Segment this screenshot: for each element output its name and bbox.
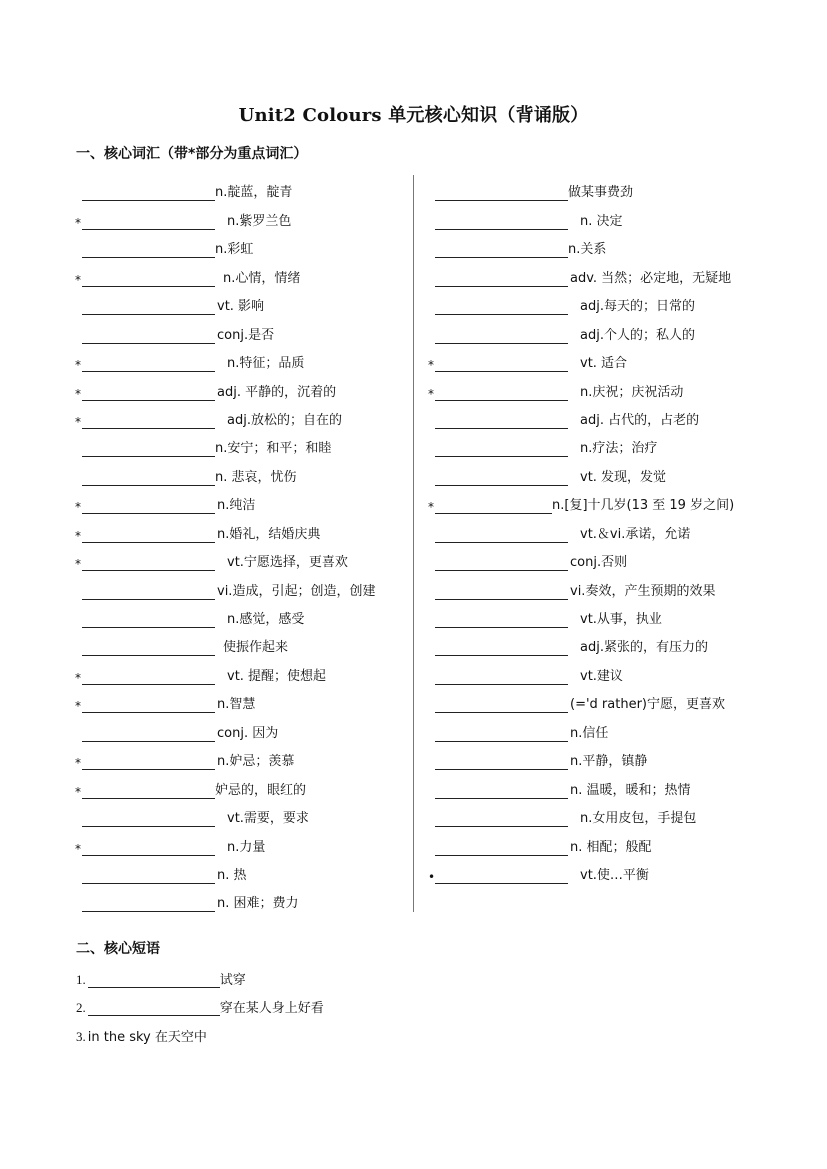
answer-blank[interactable] [82,897,215,912]
vocab-meaning: n.特征；品质 [227,356,305,372]
answer-blank[interactable] [435,357,568,372]
vocab-item [428,600,768,628]
vocab-column-left [75,173,415,912]
vocab-meaning: n.婚礼，结婚庆典 [217,526,321,542]
vocab-item [428,230,768,258]
vocab-meaning: n. 相配；般配 [570,839,652,855]
answer-blank[interactable] [82,841,215,856]
vocab-item [75,685,415,713]
vocab-item [75,571,415,599]
vocab-item [75,230,415,258]
answer-blank[interactable] [435,272,568,287]
vocab-item [75,457,415,485]
vocab-item [428,770,768,798]
answer-blank[interactable] [82,556,215,571]
vocab-item [75,315,415,343]
answer-blank[interactable] [435,386,568,401]
answer-blank[interactable] [435,414,568,429]
key-word-marker: * [75,784,81,799]
key-word-marker: * [75,414,81,429]
phrase-meaning: 穿在某人身上好看 [219,1001,324,1016]
key-word-marker: * [75,670,81,685]
vocab-meaning: vt. 影响 [217,299,265,315]
answer-blank[interactable] [82,812,215,827]
answer-blank[interactable] [82,414,215,429]
key-word-marker: * [75,841,81,856]
vocab-meaning: 做某事费劲 [568,185,634,201]
vocab-column-right [428,173,768,884]
key-word-marker: * [75,699,81,714]
answer-blank[interactable] [435,442,568,457]
vocab-item [428,713,768,741]
vocab-meaning: vi.奏效，产生预期的效果 [570,583,716,599]
vocab-item [75,799,415,827]
vocab-meaning: vi.造成，引起；创造，创建 [217,583,376,599]
answer-blank[interactable] [435,727,568,742]
answer-blank[interactable] [435,670,568,685]
vocab-meaning: vt. 发现，发觉 [580,469,667,485]
phrase-number: 1. [76,972,86,987]
phrase-meaning: in the sky 在天空中 [87,1030,207,1045]
vocab-meaning: vt. 提醒；使想起 [227,668,327,684]
vocab-item [75,884,415,912]
phrase-number: 3. [76,1029,86,1044]
vocab-item [75,827,415,855]
vocab-item [75,770,415,798]
vocab-meaning: adj.个人的；私人的 [580,327,695,343]
vocab-item [75,628,415,656]
vocab-meaning: vt. 适合 [580,356,628,372]
vocab-item [75,514,415,542]
vocab-item [428,258,768,286]
vocab-meaning: n.智慧 [217,697,256,713]
vocab-meaning: n.靛蓝，靛青 [215,185,293,201]
answer-blank[interactable] [82,386,215,401]
answer-blank[interactable] [435,556,568,571]
vocab-item [428,656,768,684]
answer-blank[interactable] [82,499,215,514]
section-heading-phrases: 二、核心短语 [76,941,160,957]
vocab-meaning: adj.紧张的，有压力的 [580,640,708,656]
answer-blank[interactable] [82,613,215,628]
answer-blank[interactable] [435,329,568,344]
answer-blank[interactable] [82,698,215,713]
answer-blank[interactable] [435,186,568,201]
vocab-meaning: n.紫罗兰色 [227,213,292,229]
key-word-marker: * [428,386,434,401]
answer-blank[interactable] [82,442,215,457]
vocab-item [428,486,768,514]
vocab-meaning: n.心情，情绪 [223,270,301,286]
vocab-meaning: n.安宁；和平；和睦 [215,441,332,457]
vocab-meaning: n.[复]十几岁(13 至 19 岁之间) [552,498,735,514]
key-word-marker: * [75,756,81,771]
vocab-item [75,287,415,315]
key-word-marker: * [75,272,81,287]
answer-blank[interactable] [82,585,215,600]
answer-blank[interactable] [435,698,568,713]
vocab-item [428,827,768,855]
answer-blank[interactable] [435,812,568,827]
vocab-item [428,514,768,542]
vocab-meaning: vt.从事，执业 [580,612,662,627]
answer-blank[interactable] [82,329,215,344]
answer-blank[interactable] [435,243,568,258]
answer-blank[interactable] [82,528,215,543]
vocab-item [428,173,768,201]
vocab-item [75,543,415,571]
vocab-item [428,742,768,770]
vocab-meaning: 使振作起来 [223,640,289,656]
answer-blank[interactable] [435,641,568,656]
vocab-item [428,372,768,400]
phrase-item [76,969,246,988]
vocab-meaning: n. 温暖，暖和；热情 [570,782,691,798]
phrase-item [76,997,324,1016]
vocab-item [428,457,768,485]
answer-blank[interactable] [82,215,215,230]
vocab-meaning: (='d rather)宁愿，更喜欢 [570,697,725,713]
vocab-meaning: adj.每天的；日常的 [580,299,695,315]
answer-blank[interactable] [82,727,215,742]
vocab-meaning: vt.建议 [580,668,623,684]
answer-blank[interactable] [435,585,568,600]
vocab-item [428,315,768,343]
vocab-meaning: n.信任 [570,725,609,741]
vocab-item [75,856,415,884]
answer-blank[interactable] [435,528,568,543]
answer-blank[interactable] [82,784,215,799]
answer-blank[interactable] [435,784,568,799]
key-word-marker: * [75,386,81,401]
phrase-item [76,1026,207,1045]
vocab-meaning: vt.＆vi.承诺，允诺 [580,526,691,542]
key-word-marker: * [75,215,81,230]
answer-blank[interactable] [82,243,215,258]
vocab-meaning: conj.否则 [570,555,628,571]
vocab-item [428,429,768,457]
vocab-meaning: n.女用皮包，手提包 [580,811,697,827]
key-word-marker: * [428,358,434,373]
answer-blank[interactable] [435,841,568,856]
vocab-meaning: n.平静，镇静 [570,754,648,770]
vocab-meaning: adj.放松的；自在的 [227,412,342,428]
answer-blank[interactable] [82,670,215,685]
vocab-meaning: adj. 平静的，沉着的 [217,384,337,400]
vocab-meaning: n.妒忌；羡慕 [217,754,295,770]
key-word-marker: * [75,358,81,373]
vocab-meaning: n. 悲哀，忧伤 [215,469,297,485]
vocab-meaning: n. 决定 [580,213,623,229]
vocab-item [428,571,768,599]
answer-blank[interactable] [82,300,215,315]
phrase-meaning: 试穿 [219,973,246,988]
answer-blank[interactable] [435,613,568,628]
vocab-item [75,429,415,457]
answer-blank[interactable] [435,499,552,514]
vocab-meaning: n.纯洁 [217,498,256,514]
key-word-marker: * [428,500,434,515]
vocab-meaning: vt.使…平衡 [580,867,649,883]
key-word-marker: * [75,528,81,543]
vocab-meaning: n.疗法；治疗 [580,441,658,457]
vocab-item [75,344,415,372]
vocab-item [75,600,415,628]
vocab-item [75,258,415,286]
vocab-meaning: n.彩虹 [215,242,254,258]
answer-blank[interactable] [435,755,568,770]
column-divider [413,175,414,912]
vocab-meaning: n. 困难；费力 [217,896,299,912]
vocab-item [75,486,415,514]
vocab-meaning: adv. 当然；必定地，无疑地 [570,270,732,286]
answer-blank[interactable] [435,471,568,486]
answer-blank[interactable] [82,272,215,287]
answer-blank[interactable] [82,471,215,486]
vocab-item [428,287,768,315]
vocab-item [75,656,415,684]
vocab-meaning: vt.需要，要求 [227,811,309,827]
phrase-answer-blank[interactable] [88,973,220,988]
answer-blank[interactable] [82,869,215,884]
answer-blank[interactable] [82,755,215,770]
vocab-meaning: conj. 因为 [217,725,279,741]
section-heading-vocabulary: 一、核心词汇（带*部分为重点词汇） [76,146,308,162]
vocab-meaning: n.关系 [568,242,607,258]
vocab-item [75,401,415,429]
vocab-meaning: n.庆祝；庆祝活动 [580,384,684,400]
page-title: Unit2 Colours 单元核心知识（背诵版） [238,105,589,126]
key-word-marker: * [75,500,81,515]
vocab-meaning: n.力量 [227,839,266,855]
phrase-number: 2. [76,1000,86,1015]
key-word-marker: * [75,557,81,572]
vocab-item [75,742,415,770]
vocab-meaning: vt.宁愿选择，更喜欢 [227,555,348,571]
key-word-marker: • [428,869,436,884]
answer-blank[interactable] [82,357,215,372]
vocab-meaning: n. 热 [217,867,247,883]
answer-blank[interactable] [435,215,568,230]
vocab-item [428,401,768,429]
vocab-item [428,344,768,372]
vocab-meaning: 妒忌的，眼红的 [215,782,307,798]
vocab-item [428,543,768,571]
vocab-item [428,628,768,656]
answer-blank[interactable] [82,186,215,201]
vocab-meaning: adj. 占代的，占老的 [580,412,700,428]
vocab-item [75,372,415,400]
vocab-item [428,201,768,229]
answer-blank[interactable] [82,641,215,656]
vocab-meaning: n.感觉，感受 [227,612,305,627]
vocab-item [428,799,768,827]
vocab-item [75,713,415,741]
vocab-item [75,173,415,201]
vocab-item [428,856,768,884]
vocab-meaning: conj.是否 [217,327,275,343]
answer-blank[interactable] [435,300,568,315]
answer-blank[interactable] [435,869,568,884]
vocab-item [75,201,415,229]
phrase-answer-blank[interactable] [88,1001,220,1016]
vocab-item [428,685,768,713]
